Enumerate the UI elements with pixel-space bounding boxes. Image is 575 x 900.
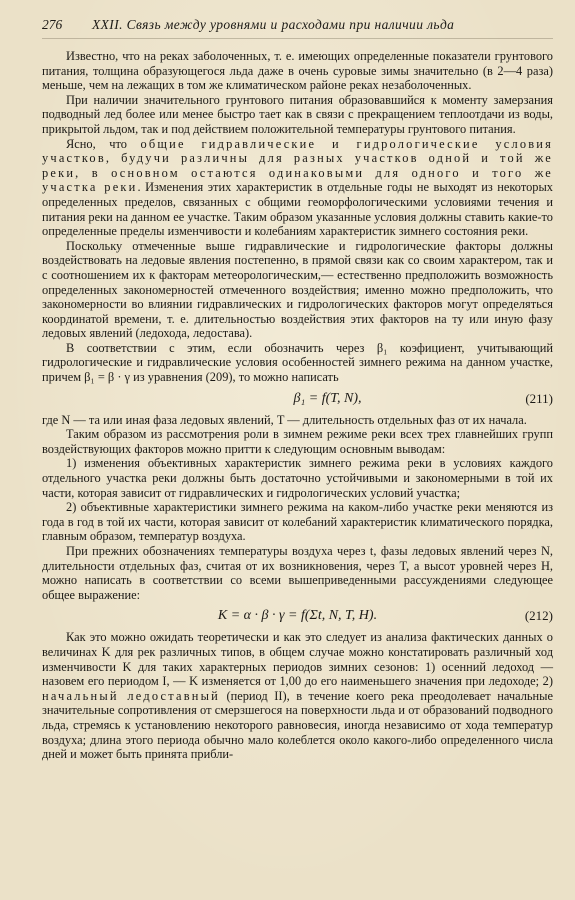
paragraph-notation: При прежних обозначениях температуры воздуха через t, фазы ледовых явлений через N, длительности отдельных фаз, считая от их возникновения, через T, а высот уровней через H, можно написать в соответствии со всеми вышеприведенными рассуждениями следующее общее выражение:	[42, 544, 553, 602]
paragraph-conditions	[42, 137, 553, 239]
formula-212-number: (212)	[524, 608, 553, 624]
formula-212-expression: K = α · β · γ = f(Σt, N, T, H).	[217, 608, 378, 624]
periods-part-a: Как это можно ожидать теоретически и как это следует из анализа фактических данных о величинах K для рек различных типов, в общем случае можно констатировать различный ход изменчивости K для таких характерных периодов зимних сезонов: 1) осенний ледоход — назовем его периодом I, — K изменяется от 1,00 до его наименьшего значения при ледоходе; 2)	[42, 630, 553, 689]
paragraph-coefficient: В соответствии с этим, если обозначить через β₁ коэфициент, учитывающий гидрологические и гидравлические условия особенностей зимнего режима на данном участке, причем β₁ = β · γ из уравнения (209), то можно написать	[42, 340, 553, 385]
paragraph-where: где N — та или иная фаза ледовых явлений, T — длительность отдельных фаз от их начала.	[42, 412, 527, 427]
paragraph-groundwater: При наличии значительного грунтового питания образовавшийся к моменту замерзания подводный лед более или менее быстро тает как в связи с прекращением теплоотдачи из воды, прикрытой льдом, так и под действием положительной температуры грунтового питания.	[42, 92, 553, 136]
paragraph-periods	[42, 630, 553, 761]
list-item-1: 1) изменения объективных характеристик зимнего режима реки в условиях каждого отдельного участка реки должны быть достаточно устойчивыми и закономерными в той их части, которая зависит от гидравлических и гидрологических условий участка;	[42, 456, 553, 500]
paragraph-swamp-rivers: Известно, что на реках заболоченных, т. е. имеющих определенные показатели грунтового питания, толщина образующегося льда даже в очень суровые зимы значительно (в 2—4 раза) меньше, чем на лежащих в том же климатическом районе реках незаболоченных.	[42, 49, 553, 93]
formula-211-expression: β₁ = f(T, N),	[293, 390, 362, 406]
page-number: 276	[42, 17, 63, 32]
conditions-rest: . Изменения этих характеристик в отдельные годы не выходят из некоторых определенных пределов, связанных с общими геоморфологическими условиями течения и питания реки на данном ее участке. Таким образом указанные условия должны ставить какие-то определенные пределы изменчивости и колебаниям характеристик зимнего состояния реки.	[42, 180, 553, 239]
body-text	[42, 49, 553, 762]
conditions-emphasis: общие гидравлические и гидрологические условия участков, будучи различны для разных участков одной и той же реки, в основном остаются одинаковыми для одного и того же участка реки	[42, 136, 553, 195]
paragraph-conclusions: Таким образом из рассмотрения роли в зимнем режиме реки всех трех главнейших групп воздействующих факторов можно притти к следующим основным выводам:	[42, 427, 553, 456]
running-head	[42, 16, 553, 39]
formula-211	[42, 387, 553, 411]
periods-emphasis: начальный ледоставный	[42, 688, 220, 703]
list-item-2: 2) объективные характеристики зимнего режима на каком-либо участке реки меняются из года в год в той их части, которая зависит от колебаний характеристик климатического порядка, главным образом, температур воздуха.	[42, 500, 553, 544]
paragraph-factors: Поскольку отмеченные выше гидравлические и гидрологические факторы должны воздействовать на ледовые явления постепенно, в прямой связи как со своим характером, так и с соотношением их к факторам метеорологическим,— естественно предположить возможность определенных закономерностей отмеченного воздействия; именно можно предположить, что закономерности во влиянии гидравлических и гидрологических факторов могут определяться координатой времени, т. е. длительностью воздействия этих факторов на ту или иную фазу ледовых явлений (ледохода, ледостава).	[42, 238, 553, 341]
chapter-title: XXII. Связь между уровнями и расходами при наличии льда	[92, 17, 455, 32]
conditions-lead: Ясно, что	[66, 136, 141, 151]
formula-212	[42, 604, 553, 628]
periods-part-b: (период II), в течение коего река преодолевает начальные значительные сопротивления от смерзшегося на поверхности льда и от образований подводного льда, стремясь к установлению некоторого равновесия, иногда независимо от хода температур воздуха; длина этого периода обычно мало колеблется около какого-либо определенного числа дней и может быть принята прибли-	[42, 688, 553, 762]
formula-211-number: (211)	[525, 390, 553, 406]
